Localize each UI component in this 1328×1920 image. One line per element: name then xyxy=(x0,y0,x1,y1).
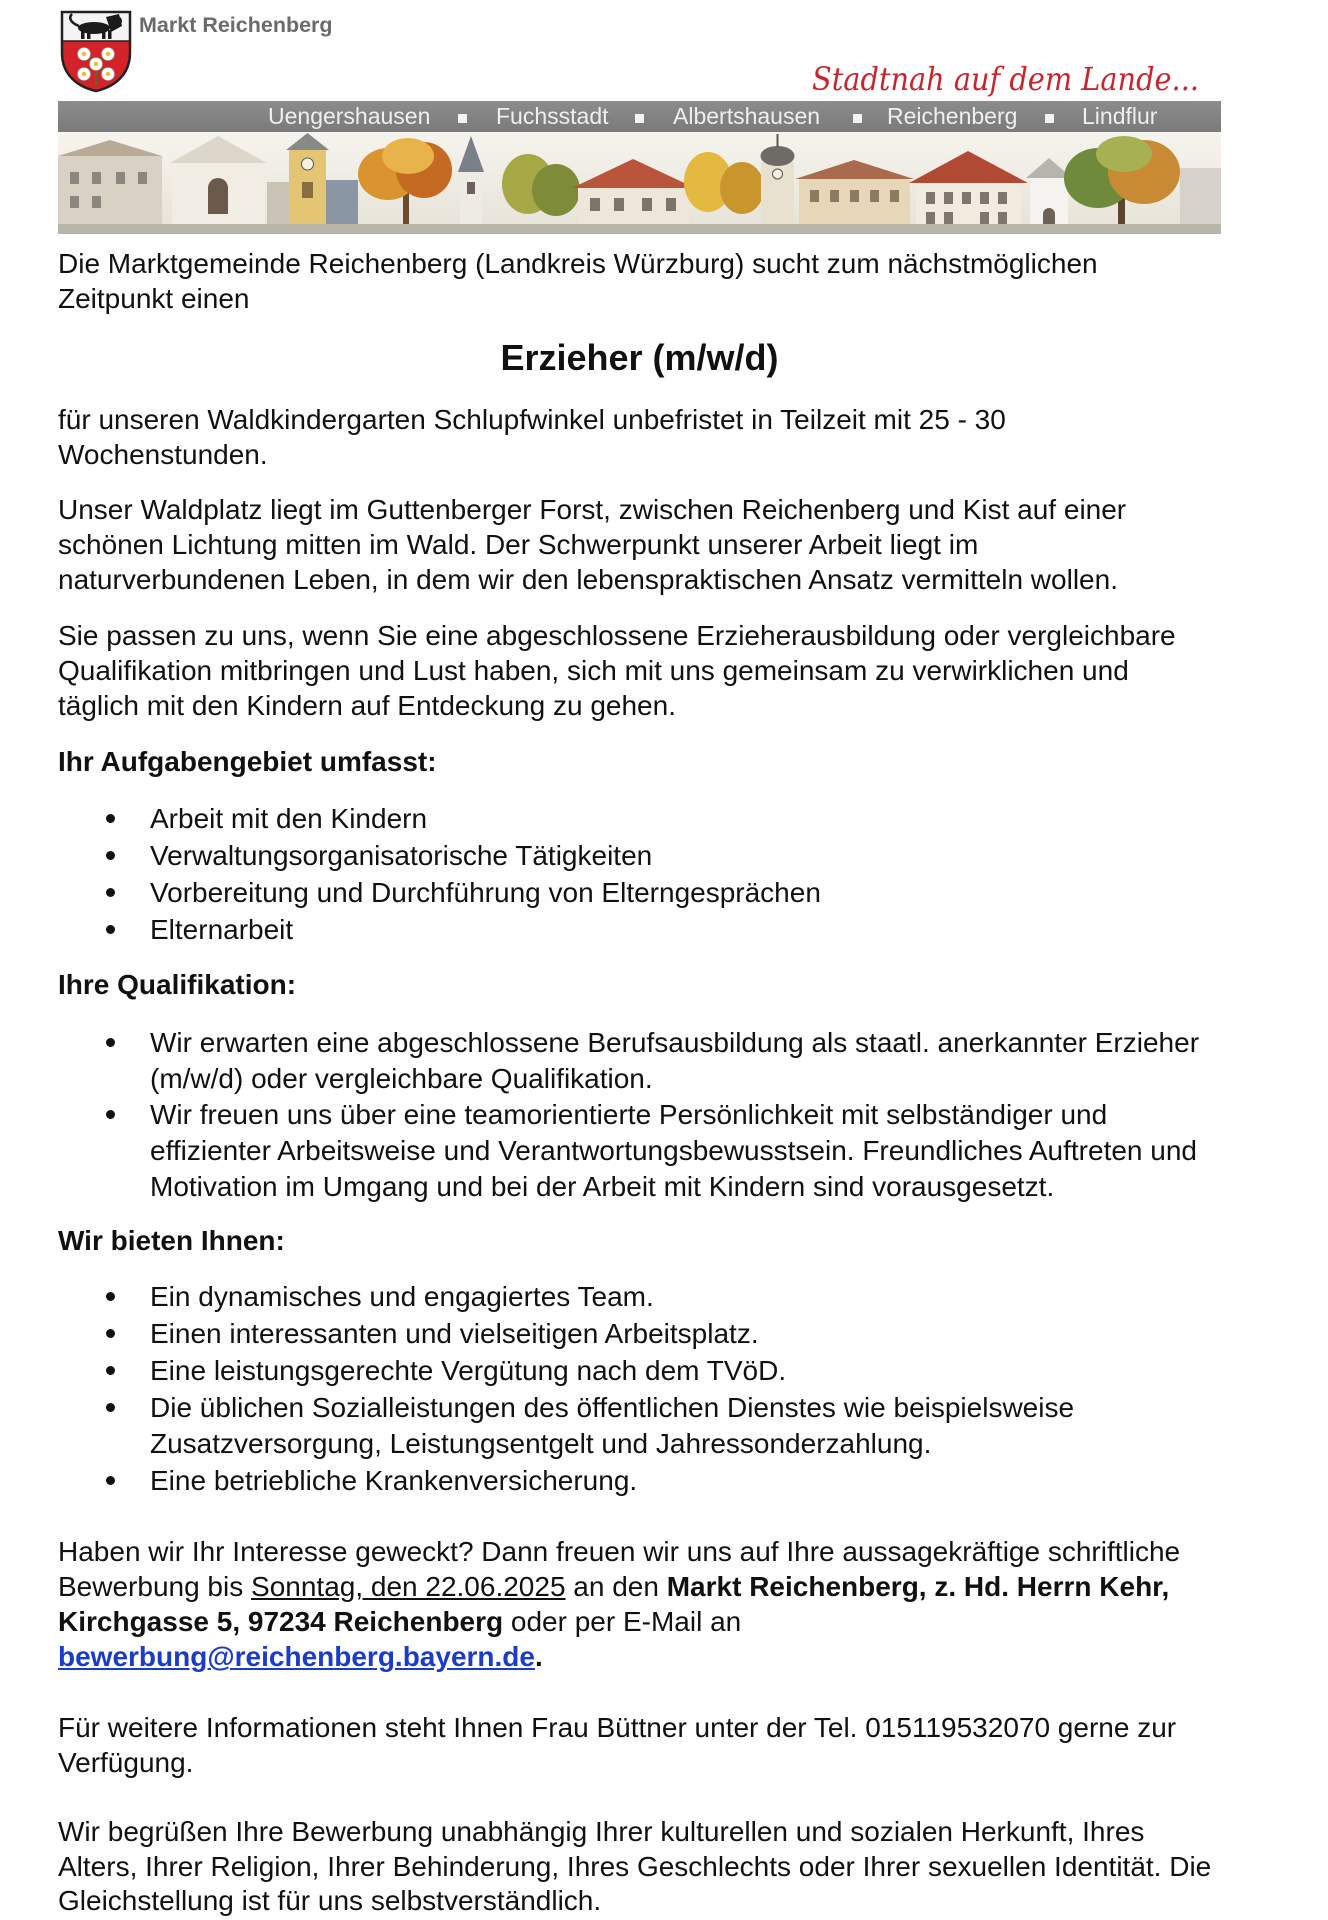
nav-item-albertshausen: Albertshausen xyxy=(673,103,821,129)
bullet-point xyxy=(106,1403,115,1412)
coat-of-arms-icon xyxy=(59,9,133,93)
bullet-point xyxy=(106,1110,115,1119)
bullet-point xyxy=(106,814,115,823)
recipient-name: Markt Reichenberg, z. Hd. Herrn Kehr, xyxy=(666,1571,1170,1603)
list-item xyxy=(58,1097,1221,1204)
list-item-text: Eine leistungsgerechte Vergütung nach dem TVöD. xyxy=(150,1355,787,1387)
slogan-text: Stadtnah auf dem Lande... xyxy=(812,60,1199,98)
email-link[interactable]: bewerbung@reichenberg.bayern.de xyxy=(58,1641,535,1673)
nav-item-uengershausen: Uengershausen xyxy=(268,103,431,129)
bullet-point xyxy=(106,925,115,934)
deadline-suffix: an den xyxy=(565,1571,667,1603)
text-line xyxy=(58,1569,1221,1604)
text-line: Die Marktgemeinde Reichenberg (Landkreis Würzburg) sucht zum nächstmöglichen xyxy=(58,247,1098,279)
list-item xyxy=(58,1279,1221,1315)
text-line: Haben wir Ihr Interesse geweckt? Dann freuen wir uns auf Ihre aussagekräftige schriftliche xyxy=(58,1536,1181,1568)
candidate-fit-paragraph xyxy=(58,618,1221,723)
bullet-point xyxy=(106,1292,115,1301)
bullet-point xyxy=(106,1329,115,1338)
list-item xyxy=(58,1025,1221,1096)
text-line: für unseren Waldkindergarten Schlupfwinkel unbefristet in Teilzeit mit 25 - 30 xyxy=(58,403,1006,435)
deadline-prefix: Bewerbung bis xyxy=(58,1571,252,1603)
nav-separator xyxy=(853,114,862,123)
list-item-text: Ein dynamisches und engagiertes Team. xyxy=(150,1281,654,1313)
nav-item-reichenberg: Reichenberg xyxy=(887,103,1018,129)
list-item xyxy=(58,1390,1221,1461)
text-line: Zeitpunkt einen xyxy=(58,282,250,314)
text-line: täglich mit den Kindern auf Entdeckung zu gehen. xyxy=(58,690,676,722)
section-heading: Ihr Aufgabengebiet umfasst: xyxy=(58,745,437,777)
intro-paragraph xyxy=(58,246,1221,316)
list-item-text: Einen interessanten und vielseitigen Arbeitsplatz. xyxy=(150,1318,759,1350)
list-item-text: effizienter Arbeitsweise und Verantwortungsbewusstsein. Freundliches Auftreten und xyxy=(150,1135,1197,1167)
postal-address: Kirchgasse 5, 97234 Reichenberg xyxy=(58,1606,504,1638)
tasks-list xyxy=(58,801,1221,947)
qualification-heading xyxy=(58,967,1221,1002)
list-item-text: Motivation im Umgang und bei der Arbeit mit Kindern sind vorausgesetzt. xyxy=(150,1170,1055,1202)
text-line: Gleichstellung ist für uns selbstverständlich. xyxy=(58,1885,602,1916)
village-banner-image xyxy=(58,132,1221,234)
list-item-text: Eine betriebliche Krankenversicherung. xyxy=(150,1464,638,1496)
list-item-text: Verwaltungsorganisatorische Tätigkeiten xyxy=(150,839,653,871)
text-line: Verfügung. xyxy=(58,1747,194,1779)
nav-item-fuchsstadt: Fuchsstadt xyxy=(496,103,609,129)
text-line: naturverbundenen Leben, in dem wir den lebenspraktischen Ansatz vermitteln wollen. xyxy=(58,563,1118,595)
text-line xyxy=(58,1604,1221,1639)
contact-info-paragraph xyxy=(58,1710,1221,1780)
qualification-list xyxy=(58,1025,1221,1205)
section-heading: Wir bieten Ihnen: xyxy=(58,1225,285,1257)
list-item-text: Arbeit mit den Kindern xyxy=(150,803,428,834)
list-item xyxy=(58,912,1221,948)
position-details-paragraph xyxy=(58,402,1221,472)
bullet-point xyxy=(106,1476,115,1485)
list-item xyxy=(58,1463,1221,1499)
nav-separator xyxy=(1045,114,1054,123)
list-item xyxy=(58,875,1221,911)
text-line: Qualifikation mitbringen und Lust haben, sich mit uns gemeinsam zu verwirklichen und xyxy=(58,655,1129,687)
text-line: schönen Lichtung mitten im Wald. Der Schwerpunkt unserer Arbeit liegt im xyxy=(58,528,979,560)
list-item-text: Wir freuen uns über eine teamorientierte Persönlichkeit mit selbständiger und xyxy=(150,1099,1108,1131)
application-deadline: Sonntag, den 22.06.2025 xyxy=(251,1571,566,1603)
diversity-statement xyxy=(58,1815,1221,1919)
municipality-name: Markt Reichenberg xyxy=(139,13,333,37)
list-item-text: Zusatzversorgung, Leistungsentgelt und Jahressonderzahlung. xyxy=(150,1427,932,1459)
offer-heading xyxy=(58,1223,1221,1258)
text-line: Unser Waldplatz liegt im Guttenberger Forst, zwischen Reichenberg und Kist auf einer xyxy=(58,493,1127,525)
list-item xyxy=(58,838,1221,874)
list-item xyxy=(58,801,1221,837)
list-item-text: Wir erwarten eine abgeschlossene Berufsausbildung als staatl. anerkannter Erzieher xyxy=(150,1026,1200,1058)
text-line: Sie passen zu uns, wenn Sie eine abgeschlossene Erzieherausbildung oder vergleichbare xyxy=(58,620,1176,652)
text-line: Wir begrüßen Ihre Bewerbung unabhängig Ihrer kulturellen und sozialen Herkunft, Ihres xyxy=(58,1816,1145,1847)
list-item xyxy=(58,1353,1221,1389)
village-nav-bar xyxy=(58,101,1221,132)
email-suffix: . xyxy=(534,1641,543,1673)
list-item-text: Elternarbeit xyxy=(150,913,294,945)
slogan-logo xyxy=(806,50,1211,100)
text-line: Alters, Ihrer Religion, Ihrer Behinderung, Ihres Geschlechts oder Ihrer sexuellen Identität. Die xyxy=(58,1850,1212,1882)
email-prefix: oder per E-Mail an xyxy=(503,1606,742,1638)
nav-separator xyxy=(458,114,467,123)
nav-separator xyxy=(635,114,644,123)
location-paragraph xyxy=(58,492,1221,597)
list-item-text: (m/w/d) oder vergleichbare Qualifikation. xyxy=(150,1062,653,1094)
text-line: Wochenstunden. xyxy=(58,438,268,470)
bullet-point xyxy=(106,1366,115,1375)
section-heading: Ihre Qualifikation: xyxy=(58,969,297,1001)
application-paragraph xyxy=(58,1534,1221,1674)
bullet-point xyxy=(106,1038,115,1047)
text-line xyxy=(58,1639,1221,1674)
bullet-point xyxy=(106,851,115,860)
bullet-point xyxy=(106,888,115,897)
list-item-text: Vorbereitung und Durchführung von Elterngesprächen xyxy=(150,876,821,908)
list-item-text: Die üblichen Sozialleistungen des öffentlichen Dienstes wie beispielsweise xyxy=(150,1392,1075,1424)
nav-item-lindflur: Lindflur xyxy=(1082,103,1158,129)
offer-list xyxy=(58,1279,1221,1498)
text-line: Für weitere Informationen steht Ihnen Frau Büttner unter der Tel. 015119532070 gerne zur xyxy=(58,1712,1177,1744)
tasks-heading xyxy=(58,744,1221,779)
job-title: Erzieher (m/w/d) xyxy=(500,337,779,378)
list-item xyxy=(58,1316,1221,1352)
